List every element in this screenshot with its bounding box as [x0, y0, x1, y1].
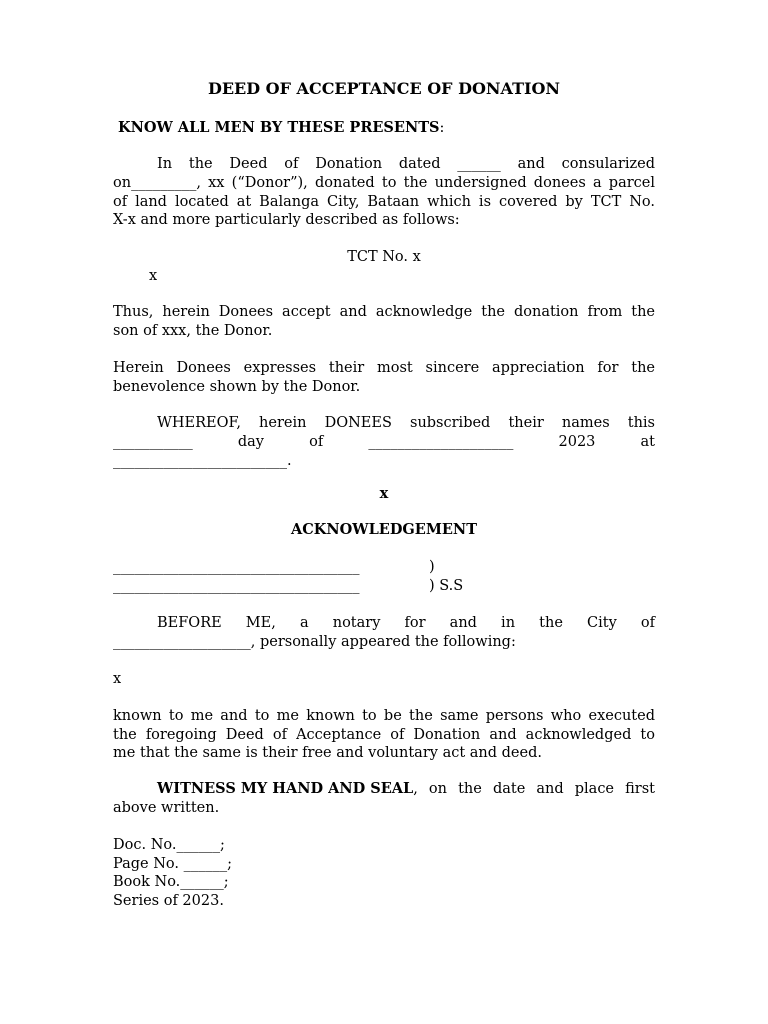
- page-no: Page No. ______;: [113, 856, 232, 872]
- doc-no: Doc. No.______;: [113, 837, 225, 853]
- witness-rest-1: , on the date and place first: [413, 781, 655, 797]
- para1-line1: In the Deed of Donation dated ______ and consularized: [157, 156, 655, 172]
- para5-line1: BEFORE ME, a notary for and in the City of: [157, 615, 655, 631]
- document-title: DEED OF ACCEPTANCE OF DONATION: [207, 79, 561, 98]
- para5-line2: ___________________, personally appeared the following:: [113, 634, 516, 650]
- witness-line2: above written.: [113, 800, 220, 816]
- signature-x: x: [379, 485, 389, 502]
- tct-x: x: [149, 268, 158, 284]
- para1-line2: on_________, xx (“Donor”), donated to the undersigned donees a parcel: [113, 175, 655, 191]
- para6-line3: me that the same is their free and voluntary act and deed.: [113, 745, 542, 761]
- venue-line-2: __________________________________: [113, 578, 360, 594]
- para3-line2: benevolence shown by the Donor.: [113, 379, 361, 395]
- para2-line1: Thus, herein Donees accept and acknowledge the donation from the: [113, 304, 655, 320]
- witness-bold: WITNESS MY HAND AND SEAL: [157, 780, 414, 797]
- para1-line4: X-x and more particularly described as follows:: [113, 212, 460, 228]
- venue-paren-2: ) S.S: [429, 578, 464, 594]
- tct-line: TCT No. x: [347, 249, 421, 265]
- para4-line3: ________________________.: [113, 453, 292, 469]
- acknowledgement-heading: ACKNOWLEDGEMENT: [291, 521, 477, 538]
- venue-line-1: __________________________________: [113, 559, 360, 575]
- witness-line1: [157, 782, 655, 797]
- para1-line3: of land located at Balanga City, Bataan which is covered by TCT No.: [113, 194, 655, 210]
- know-all-men-text: KNOW ALL MEN BY THESE PRESENTS: [118, 119, 440, 136]
- para6-line2: the foregoing Deed of Acceptance of Donation and acknowledged to: [113, 727, 655, 743]
- para2-line2: son of xxx, the Donor.: [113, 323, 273, 339]
- know-all-men-colon: :: [439, 120, 445, 136]
- book-no: Book No.______;: [113, 874, 229, 890]
- know-all-men-heading: [118, 121, 444, 136]
- appeared-x: x: [113, 671, 122, 687]
- para4-line2: ___________ day of ____________________ 2023 at: [113, 434, 655, 450]
- para3-line1: Herein Donees expresses their most sincere appreciation for the: [113, 360, 655, 376]
- para6-line1: known to me and to me known to be the same persons who executed: [113, 708, 655, 724]
- para4-line1: WHEREOF, herein DONEES subscribed their names this: [157, 415, 655, 431]
- series: Series of 2023.: [113, 893, 224, 909]
- venue-paren-1: ): [429, 559, 435, 575]
